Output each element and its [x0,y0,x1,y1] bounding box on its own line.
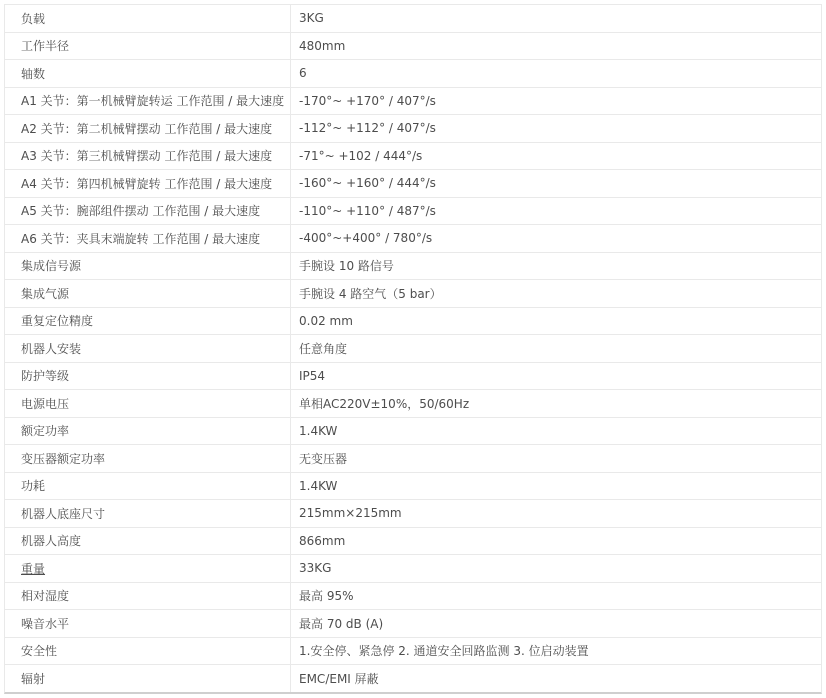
table-row [5,280,821,308]
table-row [5,5,821,33]
spec-label: 噪音水平 [21,616,70,631]
spec-label: A5 关节：腕部组件摆动 工作范围 / 最大速度 [21,204,261,219]
spec-label-cell [5,88,291,115]
spec-value: 215mm×215mm [299,506,402,521]
table-row [5,610,821,638]
spec-label: 轴数 [21,66,46,81]
spec-label-cell [5,610,291,637]
spec-label-cell [5,225,291,252]
spec-label: 机器人安装 [21,341,82,356]
spec-value: -160°~ +160° / 444°/s [299,176,436,191]
spec-value: 6 [299,66,307,81]
spec-label-cell [5,390,291,417]
spec-label-cell [5,33,291,60]
spec-label-cell [5,198,291,225]
table-row [5,225,821,253]
spec-label: 机器人底座尺寸 [21,506,106,521]
spec-value: 手腕设 4 路空气（5 bar） [299,286,442,301]
weight-link[interactable]: 重量 [21,561,46,576]
spec-value: IP54 [299,368,326,383]
spec-label: 集成气源 [21,286,70,301]
spec-label-cell [5,5,291,32]
table-row [5,555,821,583]
spec-label-cell [5,418,291,445]
spec-value: 33KG [299,561,332,576]
spec-label-cell [5,555,291,582]
spec-label-cell [5,60,291,87]
spec-label: 工作半径 [21,39,70,54]
table-row [5,60,821,88]
spec-label-cell [5,445,291,472]
spec-label: 辐射 [21,671,46,686]
table-row [5,638,821,666]
spec-value: 无变压器 [299,451,348,466]
table-row [5,143,821,171]
spec-label-cell [5,115,291,142]
spec-value: EMC/EMI 屏蔽 [299,671,379,686]
spec-label: A6 关节：夹具末端旋转 工作范围 / 最大速度 [21,231,261,246]
table-row [5,33,821,61]
spec-label-cell [5,665,291,692]
table-row [5,445,821,473]
spec-value: 单相AC220V±10%，50/60Hz [299,396,470,411]
spec-label: A2 关节：第二机械臂摆动 工作范围 / 最大速度 [21,121,273,136]
spec-value: 最高 95% [299,589,354,604]
spec-label: 机器人高度 [21,534,82,549]
spec-label: 额定功率 [21,424,70,439]
table-row [5,115,821,143]
spec-label: 防护等级 [21,369,70,384]
spec-value: 1.安全停、紧急停 2. 通道安全回路监测 3. 位启动装置 [299,644,589,659]
spec-label: 相对湿度 [21,589,70,604]
spec-label-cell [5,335,291,362]
table-row [5,198,821,226]
table-row [5,88,821,116]
spec-value: 866mm [299,533,346,548]
spec-value: 1.4KW [299,423,338,438]
spec-label: 电源电压 [21,396,70,411]
spec-label-cell [5,143,291,170]
spec-value: -110°~ +110° / 487°/s [299,203,436,218]
table-row [5,528,821,556]
spec-value: 0.02 mm [299,313,353,328]
spec-label-cell [5,500,291,527]
spec-value: 手腕设 10 路信号 [299,259,394,274]
spec-value: 最高 70 dB (A) [299,616,384,631]
table-row [5,253,821,281]
spec-label: A4 关节：第四机械臂旋转 工作范围 / 最大速度 [21,176,273,191]
spec-label-cell [5,308,291,335]
spec-label: 负载 [21,11,46,26]
spec-label-cell [5,528,291,555]
spec-label: 变压器额定功率 [21,451,106,466]
spec-value: -170°~ +170° / 407°/s [299,93,436,108]
table-row [5,500,821,528]
spec-label: A3 关节：第三机械臂摆动 工作范围 / 最大速度 [21,149,273,164]
table-row [5,665,821,692]
spec-table [4,4,822,694]
spec-label-cell [5,473,291,500]
spec-value: 1.4KW [299,478,338,493]
spec-label-cell [5,253,291,280]
spec-value: -71°~ +102 / 444°/s [299,148,423,163]
spec-label-cell [5,363,291,390]
spec-label: 功耗 [21,479,46,494]
spec-value: -400°~+400° / 780°/s [299,231,433,246]
table-row [5,363,821,391]
spec-value: -112°~ +112° / 407°/s [299,121,436,136]
spec-value: 480mm [299,38,346,53]
table-row [5,473,821,501]
spec-value: 3KG [299,11,324,26]
spec-label-cell [5,583,291,610]
spec-label: A1 关节：第一机械臂旋转运 工作范围 / 最大速度 [21,94,285,109]
spec-label-cell [5,638,291,665]
table-row [5,335,821,363]
spec-label: 安全性 [21,644,58,659]
spec-label: 重复定位精度 [21,314,94,329]
table-row [5,390,821,418]
table-row [5,170,821,198]
spec-label-cell [5,280,291,307]
spec-label-cell [5,170,291,197]
spec-label: 集成信号源 [21,259,82,274]
spec-value: 任意角度 [299,341,348,356]
table-row [5,308,821,336]
table-row [5,418,821,446]
table-row [5,583,821,611]
